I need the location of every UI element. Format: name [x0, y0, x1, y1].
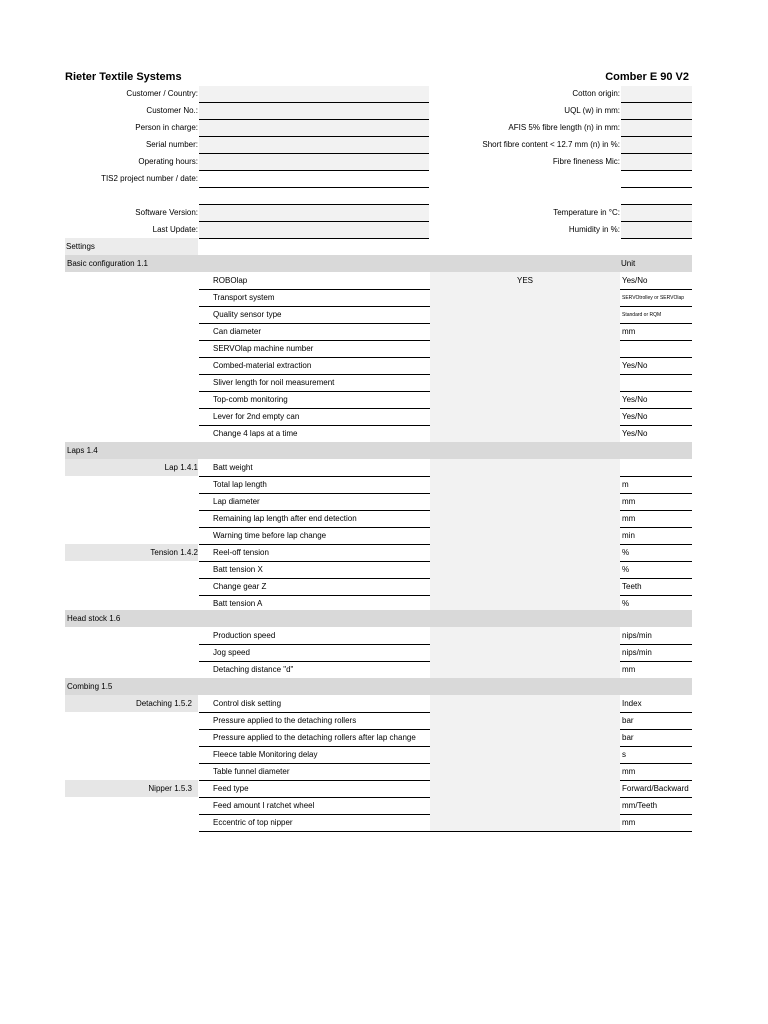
param-unit: s [622, 750, 626, 759]
humidity-field[interactable] [621, 222, 692, 239]
person-in-charge-field[interactable] [199, 120, 429, 137]
param-name: Feed amount I ratchet wheel [213, 801, 315, 810]
param-name: SERVOlap machine number [213, 344, 314, 353]
section-laps [65, 442, 692, 459]
param-name: Fleece table Monitoring delay [213, 750, 318, 759]
value-cell[interactable] [430, 578, 620, 595]
param-name: Transport system [213, 293, 275, 302]
table-row [199, 408, 692, 426]
serial-number-label: Serial number: [145, 140, 198, 149]
param-name: Warning time before lap change [213, 531, 327, 540]
param-unit: Forward/Backward [622, 784, 689, 793]
value-cell[interactable] [430, 763, 620, 780]
table-row [199, 814, 692, 832]
section-title: Head stock 1.6 [67, 614, 121, 623]
table-row [199, 746, 692, 764]
param-name: Production speed [213, 631, 276, 640]
param-name: Change 4 laps at a time [213, 429, 298, 438]
param-name: Lever for 2nd empty can [213, 412, 300, 421]
operating-hours-label: Operating hours: [138, 157, 198, 166]
subsection-detaching [65, 695, 198, 712]
param-unit: Index [622, 699, 642, 708]
company-title: Rieter Textile Systems [65, 71, 182, 83]
param-name: Table funnel diameter [213, 767, 290, 776]
table-row [199, 695, 692, 713]
param-unit: bar [622, 716, 634, 725]
settings-label: Settings [66, 242, 95, 251]
value-cell[interactable] [430, 289, 620, 306]
param-unit: SERVOtrolley or SERVOlap [622, 295, 685, 301]
param-name: ROBOlap [213, 276, 248, 285]
table-row [199, 797, 692, 815]
value-cell[interactable] [430, 627, 620, 644]
value-cell[interactable] [430, 306, 620, 323]
param-unit: mm [622, 514, 636, 523]
param-unit: mm [622, 767, 636, 776]
param-name: Batt weight [213, 463, 253, 472]
param-name: Combed-material extraction [213, 361, 312, 370]
value-cell[interactable] [430, 527, 620, 544]
value-cell[interactable] [430, 340, 620, 357]
param-name: Jog speed [213, 648, 250, 657]
param-unit: mm [622, 818, 636, 827]
param-name: Batt tension A [213, 599, 263, 608]
serial-number-field[interactable] [199, 137, 429, 154]
param-unit: Yes/No [622, 276, 648, 285]
tis2-project-field[interactable] [199, 171, 429, 188]
table-row [199, 627, 692, 645]
afis-field[interactable] [621, 120, 692, 137]
param-name: Sliver length for noil measurement [213, 378, 335, 387]
param-name: Eccentric of top nipper [213, 818, 293, 827]
settings-header [65, 238, 198, 255]
temperature-label: Temperature in °C: [553, 208, 620, 217]
param-name: Remaining lap length after end detection [213, 514, 357, 523]
param-value: YES [516, 276, 533, 285]
value-cell[interactable] [430, 746, 620, 763]
subsection-title: Detaching 1.5.2 [135, 699, 192, 708]
value-cell[interactable] [430, 357, 620, 374]
param-name: Feed type [213, 784, 249, 793]
humidity-label: Humidity in %: [568, 225, 620, 234]
afis-label: AFIS 5% fibre length (n) in mm: [508, 123, 620, 132]
section-head-stock [65, 610, 692, 627]
param-unit: min [622, 531, 635, 540]
table-row [199, 391, 692, 409]
table-row [199, 729, 692, 747]
fibre-fineness-label: Fibre fineness Mic: [552, 157, 620, 166]
table-row [199, 374, 692, 392]
subsection-title: Lap 1.4.1 [164, 463, 198, 472]
param-name: Detaching distance "d" [213, 665, 294, 674]
param-unit: mm [622, 327, 636, 336]
value-cell[interactable] [430, 459, 620, 476]
table-row [199, 578, 692, 596]
table-row [199, 459, 692, 477]
table-row [199, 289, 692, 307]
software-version-field[interactable] [199, 205, 429, 222]
param-unit: nips/min [622, 648, 652, 657]
param-unit: nips/min [622, 631, 652, 640]
customer-no-field[interactable] [199, 103, 429, 120]
param-name: Change gear Z [213, 582, 267, 591]
param-name: Total lap length [213, 480, 267, 489]
subsection-lap [65, 459, 198, 476]
value-cell[interactable] [430, 374, 620, 391]
param-name: Reel-off tension [213, 548, 269, 557]
subsection-title: Tension 1.4.2 [150, 548, 198, 557]
value-cell[interactable] [430, 695, 620, 712]
param-name: Control disk setting [213, 699, 282, 708]
uql-field[interactable] [621, 103, 692, 120]
tis2-date-field[interactable] [199, 188, 429, 205]
person-in-charge-label: Person in charge: [135, 123, 198, 132]
param-unit: % [622, 565, 630, 574]
subsection-title: Nipper 1.5.3 [148, 784, 192, 793]
subsection-tension [65, 544, 198, 561]
value-cell[interactable] [430, 797, 620, 814]
last-update-field[interactable] [199, 222, 429, 239]
machine-title: Comber E 90 V2 [605, 71, 689, 83]
table-row [199, 780, 692, 798]
value-cell[interactable] [430, 323, 620, 340]
table-row [199, 763, 692, 781]
value-cell[interactable] [430, 644, 620, 661]
param-unit: mm [622, 665, 636, 674]
value-cell[interactable] [430, 814, 620, 831]
param-unit: Yes/No [622, 395, 648, 404]
value-cell[interactable] [430, 493, 620, 510]
param-name: Lap diameter [213, 497, 260, 506]
table-row [199, 544, 692, 562]
table-row [199, 272, 692, 290]
param-unit: Standard or RQM [622, 312, 662, 318]
param-name: Pressure applied to the detaching rollers after lap change [213, 733, 416, 742]
fibre-fineness-field[interactable] [621, 154, 692, 171]
table-row [199, 527, 692, 545]
extra-field-2[interactable] [621, 188, 692, 205]
temperature-field[interactable] [621, 205, 692, 222]
value-cell[interactable] [430, 391, 620, 408]
section-basic-configuration [65, 255, 692, 272]
param-name: Can diameter [213, 327, 262, 336]
tis2-project-label: TIS2 project number / date: [101, 174, 198, 183]
short-fibre-field[interactable] [621, 137, 692, 154]
value-cell[interactable] [430, 425, 620, 442]
subsection-nipper [65, 780, 198, 797]
param-unit: mm/Teeth [622, 801, 658, 810]
unit-header: Unit [621, 259, 636, 268]
uql-label: UQL (w) in mm: [564, 106, 620, 115]
param-unit: m [622, 480, 629, 489]
table-row [199, 661, 692, 679]
value-cell[interactable] [430, 476, 620, 493]
software-version-label: Software Version: [135, 208, 198, 217]
value-cell[interactable] [430, 510, 620, 527]
section-title: Laps 1.4 [67, 446, 98, 455]
customer-country-label: Customer / Country: [126, 89, 198, 98]
param-name: Top-comb monitoring [213, 395, 288, 404]
table-row [199, 476, 692, 494]
value-cell[interactable] [430, 544, 620, 561]
param-unit: bar [622, 733, 634, 742]
param-unit: Teeth [622, 582, 642, 591]
param-name: Pressure applied to the detaching rollers [213, 716, 357, 725]
param-unit: Yes/No [622, 412, 648, 421]
value-cell[interactable] [430, 408, 620, 425]
param-unit: Yes/No [622, 361, 648, 370]
section-title: Combing 1.5 [67, 682, 113, 691]
table-row [199, 561, 692, 579]
cotton-origin-label: Cotton origin: [572, 89, 620, 98]
param-unit: % [622, 599, 630, 608]
customer-country-field[interactable] [199, 86, 429, 103]
table-row [199, 357, 692, 375]
value-cell[interactable] [430, 729, 620, 746]
extra-field-1[interactable] [621, 171, 692, 188]
cotton-origin-field[interactable] [621, 86, 692, 103]
table-row [199, 510, 692, 528]
table-row [199, 306, 692, 324]
value-cell[interactable] [430, 561, 620, 578]
param-unit: % [622, 548, 630, 557]
table-row [199, 493, 692, 511]
table-row [199, 340, 692, 358]
value-cell[interactable] [430, 661, 620, 678]
short-fibre-label: Short fibre content < 12.7 mm (n) in %: [482, 140, 620, 149]
table-row [199, 644, 692, 662]
table-row [199, 425, 692, 443]
section-combing [65, 678, 692, 695]
param-unit: Yes/No [622, 429, 648, 438]
value-cell[interactable] [430, 780, 620, 797]
operating-hours-field[interactable] [199, 154, 429, 171]
section-title: Basic configuration 1.1 [67, 259, 148, 268]
param-name: Quality sensor type [213, 310, 282, 319]
table-row [199, 323, 692, 341]
customer-no-label: Customer No.: [146, 106, 198, 115]
param-unit: mm [622, 497, 636, 506]
value-cell[interactable] [430, 712, 620, 729]
table-row [199, 712, 692, 730]
last-update-label: Last Update: [152, 225, 198, 234]
param-name: Batt tension X [213, 565, 263, 574]
